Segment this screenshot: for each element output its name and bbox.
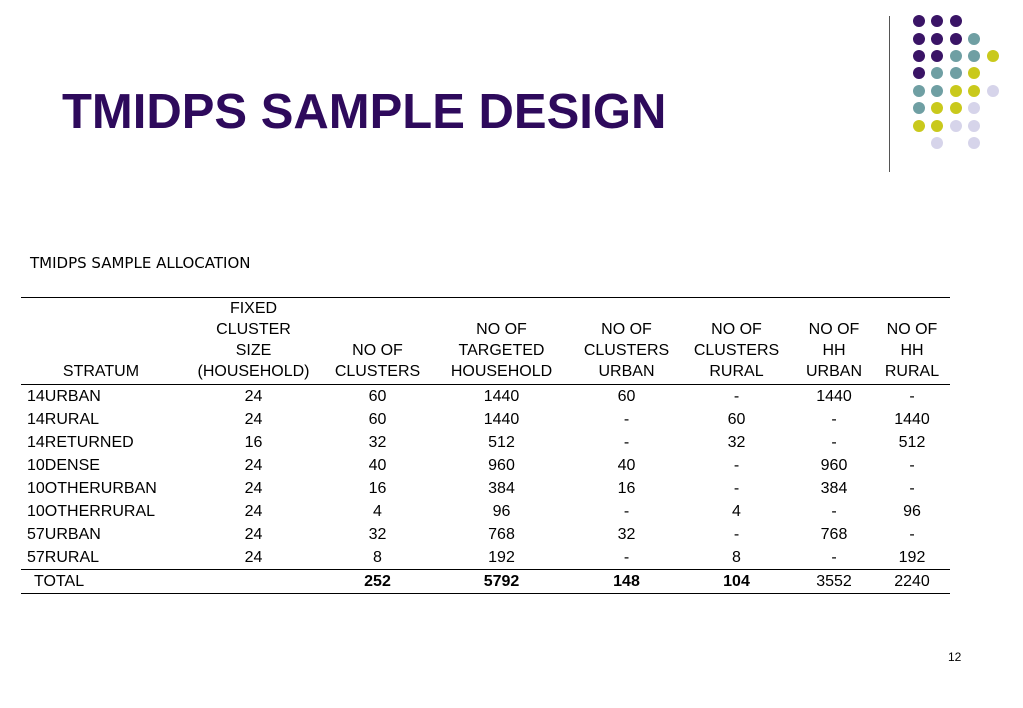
table-header-row [21,298,950,385]
cell-no-of-clusters: 16 [368,480,387,497]
header-clusters-urban: NO OF CLUSTERS URBAN [574,298,679,385]
cell-hh-urban: - [831,503,837,520]
cell-targeted-household: 512 [488,434,515,451]
cell-hh-urban: 960 [820,457,848,474]
header-hh-urban: NO OF HH URBAN [794,298,874,385]
cell-clusters-urban: 60 [617,388,636,405]
header-hh-rural: NO OF HH RURAL [874,298,950,385]
table-row [21,408,950,431]
total-label: TOTAL [21,570,181,594]
total-no-of-clusters: 252 [326,570,429,594]
cell-clusters-rural: - [733,526,740,543]
sample-allocation-table [21,297,950,594]
cell-stratum: 14RETURNED [27,434,134,451]
table-row [21,523,950,546]
cell-targeted-household: 960 [488,457,515,474]
cell-no-of-clusters: 32 [368,434,387,451]
table-row [21,454,950,477]
cell-no-of-clusters: 60 [368,388,387,405]
cell-no-of-clusters: 60 [368,411,387,428]
cell-clusters-urban: - [623,434,630,451]
cell-hh-rural: - [909,388,915,405]
vertical-divider [889,16,890,172]
cell-clusters-rural: - [733,457,740,474]
table-row [21,546,950,570]
cell-cluster-size: 24 [244,411,263,428]
cell-clusters-urban: 32 [617,526,636,543]
cell-no-of-clusters: 40 [368,457,387,474]
cell-clusters-rural: - [733,388,740,405]
table-caption: TMIDPS SAMPLE ALLOCATION [30,254,251,272]
cell-cluster-size: 24 [244,549,263,566]
cell-hh-urban: - [831,549,837,566]
cell-cluster-size: 24 [244,503,263,520]
table-row [21,477,950,500]
cell-targeted-household: 768 [488,526,515,543]
cell-clusters-rural: 60 [727,411,746,428]
total-clusters-urban: 148 [574,570,679,594]
cell-clusters-rural: - [733,480,740,497]
cell-hh-rural: 1440 [894,411,930,428]
cell-hh-rural: - [909,526,915,543]
cell-cluster-size: 24 [244,526,263,543]
cell-hh-rural: 96 [903,503,921,520]
total-cluster-size [181,570,326,594]
page-number: 12 [948,650,962,664]
cell-hh-rural: - [909,457,915,474]
cell-stratum: 10OTHERURBAN [27,480,157,497]
cell-targeted-household: 96 [492,503,511,520]
header-stratum: STRATUM [21,298,181,385]
cell-clusters-urban: 40 [617,457,636,474]
cell-hh-urban: - [831,411,837,428]
cell-clusters-rural: 4 [732,503,741,520]
cell-no-of-clusters: 32 [368,526,387,543]
table-row [21,431,950,454]
header-no-of-clusters: NO OF CLUSTERS [326,298,429,385]
cell-clusters-rural: 8 [732,549,741,566]
cell-targeted-household: 384 [488,480,515,497]
cell-hh-rural: 512 [898,434,926,451]
cell-cluster-size: 24 [244,480,263,497]
cell-no-of-clusters: 4 [373,503,382,520]
cell-targeted-household: 1440 [483,411,520,428]
table-row [21,500,950,523]
cell-clusters-urban: - [623,549,630,566]
cell-hh-urban: 768 [820,526,848,543]
cell-stratum: 57URBAN [27,526,101,543]
cell-no-of-clusters: 8 [373,549,382,566]
slide-title: TMIDPS SAMPLE DESIGN [62,85,667,139]
cell-targeted-household: 192 [488,549,515,566]
cell-stratum: 10DENSE [27,457,100,474]
cell-stratum: 14URBAN [27,388,101,405]
cell-targeted-household: 1440 [483,388,520,405]
cell-clusters-rural: 32 [727,434,746,451]
cell-hh-urban: 1440 [816,388,852,405]
cell-hh-rural: - [909,480,915,497]
total-clusters-rural: 104 [679,570,794,594]
total-hh-urban: 3552 [794,570,874,594]
cell-cluster-size: 24 [244,388,263,405]
cell-hh-urban: 384 [820,480,848,497]
cell-cluster-size: 24 [244,457,263,474]
dot-grid-decoration [0,0,1023,180]
cell-stratum: 10OTHERRURAL [27,503,156,520]
cell-clusters-urban: - [623,411,630,428]
header-fixed-cluster-size: FIXED CLUSTER SIZE (HOUSEHOLD) [181,298,326,385]
cell-stratum: 14RURAL [27,411,100,428]
cell-hh-rural: 192 [898,549,926,566]
table-total-row [21,570,950,594]
cell-clusters-urban: 16 [617,480,636,497]
cell-hh-urban: - [831,434,837,451]
total-targeted-household: 5792 [429,570,574,594]
cell-clusters-urban: - [623,503,630,520]
cell-stratum: 57RURAL [27,549,100,566]
total-hh-rural: 2240 [874,570,950,594]
header-clusters-rural: NO OF CLUSTERS RURAL [679,298,794,385]
table-row [21,385,950,409]
header-targeted-household: NO OF TARGETED HOUSEHOLD [429,298,574,385]
cell-cluster-size: 16 [244,434,263,451]
